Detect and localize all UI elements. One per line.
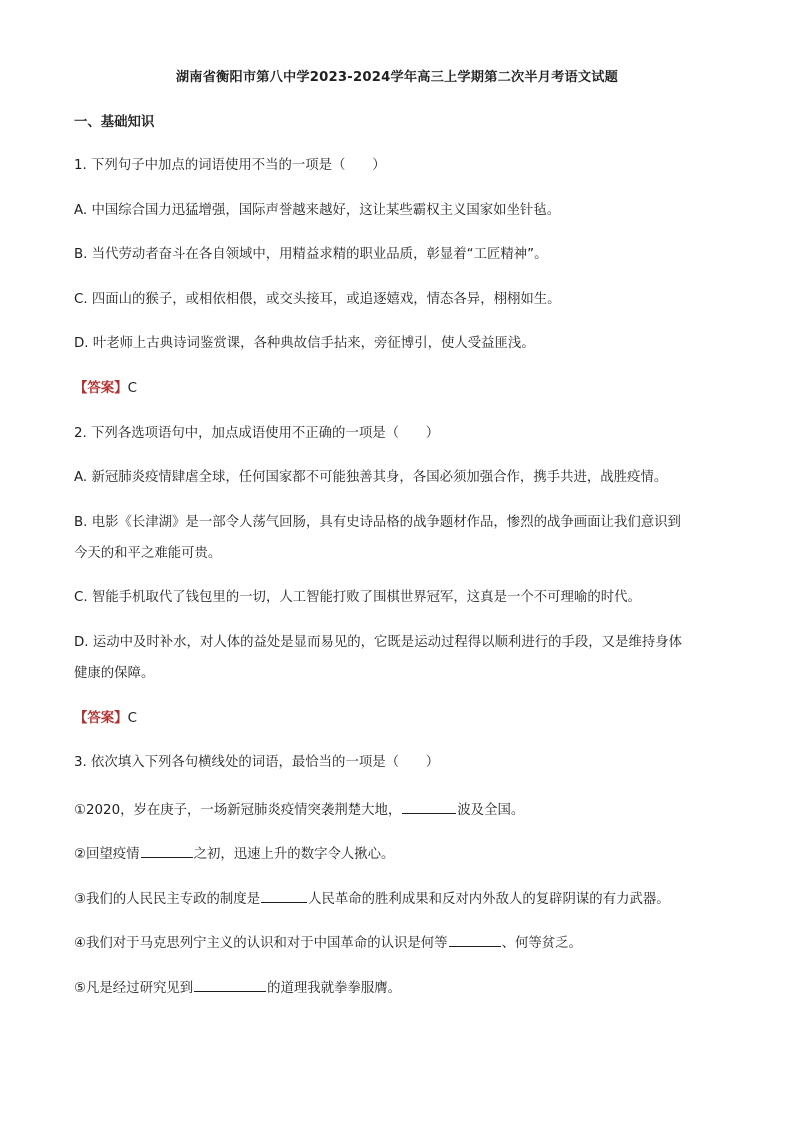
question-2-option-b-line2: 今天的和平之难能可贵。 <box>74 546 222 561</box>
answer-label: 【答案】 <box>74 381 128 396</box>
fill-blank <box>141 843 193 858</box>
sentence-text: ③我们的人民民主专政的制度是 <box>74 892 261 907</box>
fill-blank <box>449 932 501 947</box>
question-1-stem: 1. 下列句子中加点的词语使用不当的一项是（ ） <box>74 158 386 173</box>
question-2-answer <box>74 710 137 728</box>
question-2-option-b-line1: B. 电影《长津湖》是一部令人荡气回肠，具有史诗品格的战争题材作品，惨烈的战争画面让我们意识到 <box>74 515 681 530</box>
question-3-sentence-3 <box>74 888 670 909</box>
question-3-sentence-4 <box>74 932 582 953</box>
answer-value: C <box>127 711 137 726</box>
sentence-text: ④我们对于马克思列宁主义的认识和对于中国革命的认识是何等 <box>74 936 448 951</box>
sentence-text: ⑤凡是经过研究见到 <box>74 981 194 996</box>
answer-label: 【答案】 <box>74 711 128 726</box>
question-2-option-c: C. 智能手机取代了钱包里的一切，人工智能打败了围棋世界冠军，这真是一个不可理喻的时代。 <box>74 590 641 605</box>
question-1-answer <box>74 380 137 398</box>
question-3-sentence-1 <box>74 799 524 820</box>
sentence-text: 的道理我就拳拳服膺。 <box>267 981 402 996</box>
page-title: 湖南省衡阳市第八中学2023-2024学年高三上学期第二次半月考语文试题 <box>175 70 619 85</box>
question-2-stem: 2. 下列各选项语句中，加点成语使用不正确的一项是（ ） <box>74 426 440 441</box>
sentence-text: 波及全国。 <box>457 803 525 818</box>
sentence-text: 、何等贫乏。 <box>501 936 582 951</box>
question-1-option-a: A. 中国综合国力迅猛增强，国际声誉越来越好，这让某些霸权主义国家如坐针毡。 <box>74 203 561 218</box>
question-1-option-b: B. 当代劳动者奋斗在各自领域中，用精益求精的职业品质，彰显着“工匠精神”。 <box>74 247 548 262</box>
sentence-text: 人民革命的胜利成果和反对内外敌人的复辟阴谋的有力武器。 <box>308 892 670 907</box>
sentence-text: 之初，迅速上升的数字令人揪心。 <box>193 847 395 862</box>
fill-blank <box>402 799 456 814</box>
question-2-option-d-line1: D. 运动中及时补水，对人体的益处是显而易见的，它既是运动过程得以顺利进行的手段，又是维持身体 <box>74 635 683 650</box>
question-2-option-a: A. 新冠肺炎疫情肆虐全球，任何国家都不可能独善其身，各国必须加强合作，携手共进，战胜疫情。 <box>74 470 668 485</box>
question-3-sentence-5 <box>74 977 401 998</box>
question-3-stem: 3. 依次填入下列各句横线处的词语，最恰当的一项是（ ） <box>74 755 440 770</box>
sentence-text: ②回望疫情 <box>74 847 140 862</box>
fill-blank <box>261 888 307 903</box>
section-heading: 一、基础知识 <box>74 115 155 130</box>
sentence-text: ①2020，岁在庚子，一场新冠肺炎疫情突袭荆楚大地， <box>74 803 402 818</box>
question-1-option-c: C. 四面山的猴子，或相依相偎，或交头接耳，或追逐嬉戏，情态各异，栩栩如生。 <box>74 292 561 307</box>
answer-value: C <box>127 381 137 396</box>
question-1-option-d: D. 叶老师上古典诗词鉴赏课，各种典故信手拈来，旁征博引，使人受益匪浅。 <box>74 336 535 351</box>
fill-blank <box>194 977 266 992</box>
question-3-sentence-2 <box>74 843 394 864</box>
question-2-option-d-line2: 健康的保障。 <box>74 666 155 681</box>
